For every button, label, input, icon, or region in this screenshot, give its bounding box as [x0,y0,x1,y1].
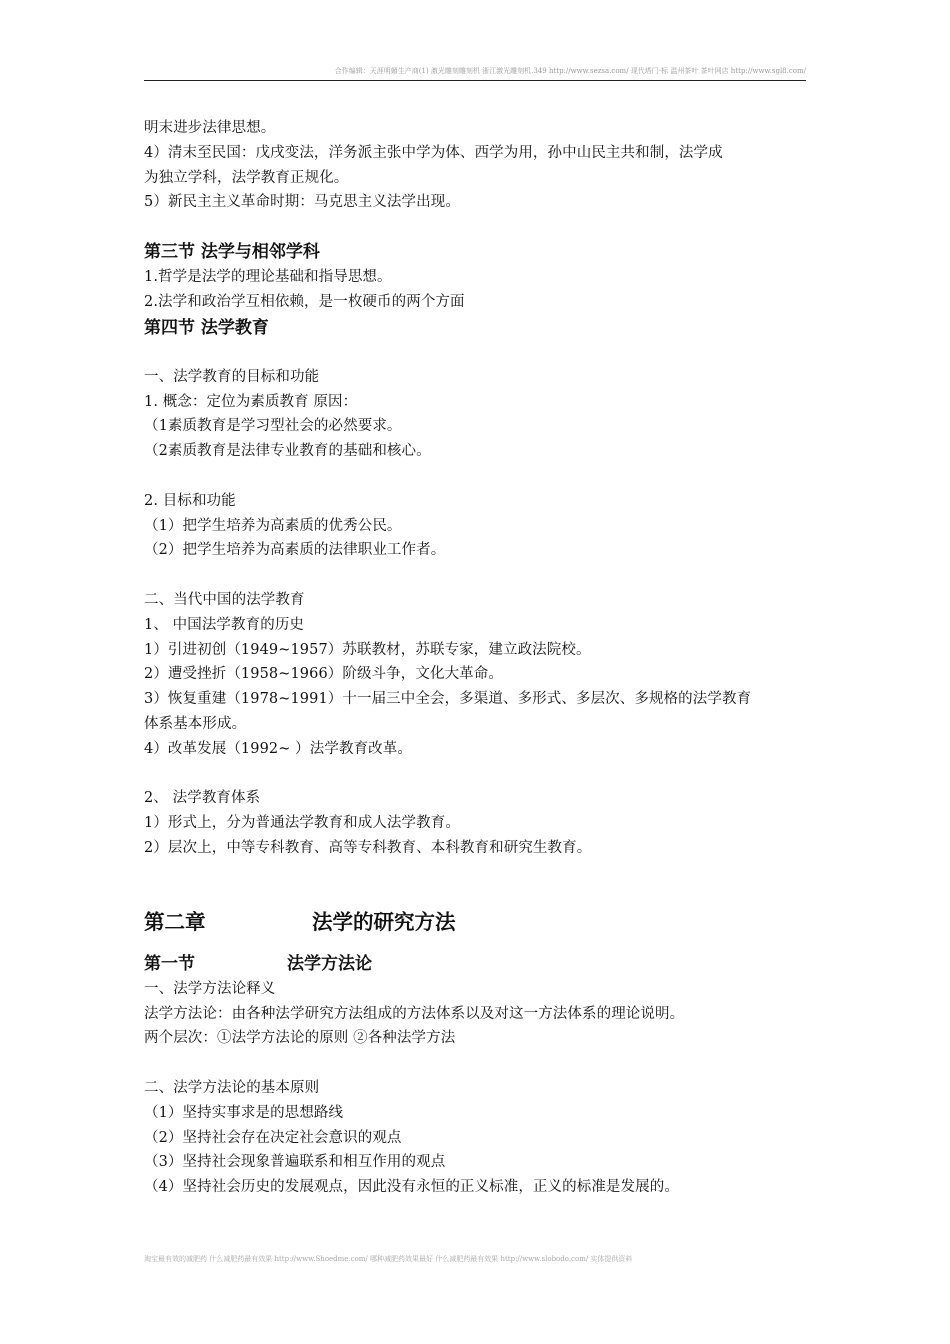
text-line: 2.法学和政治学互相依赖，是一枚硬币的两个方面 [144,293,465,310]
chapter-heading [144,907,810,937]
text-line: 两个层次：①法学方法论的原则 ②各种法学方法 [144,1030,456,1047]
text-line: 1、 中国法学教育的历史 [144,616,305,633]
text-line: （1素质教育是学习型社会的必然要求。 [144,418,402,435]
page-footer: 淘宝最有效的减肥药 什么减肥药最有效果 http://www.Shoedme.com/ 哪种减肥药效果最好 什么减肥药最有效果 http://www.slobodo.com/ 实体提供资料 [144,1255,633,1263]
text-line: 一、法学方法论释义 [144,980,276,997]
text-line: （3）坚持社会现象普遍联系和相互作用的观点 [144,1154,446,1171]
text-line: （2）坚持社会存在决定社会意识的观点 [144,1129,402,1146]
text-line: 二、法学方法论的基本原则 [144,1079,320,1096]
text-line: 2）层次上，中等专科教育、高等专科教育、本科教育和研究生教育。 [144,839,592,856]
text-line: （4）坚持社会历史的发展观点，因此没有永恒的正义标准，正义的标准是发展的。 [144,1179,679,1196]
text-line: 法学方法论：由各种法学研究方法组成的方法体系以及对这一方法体系的理论说明。 [144,1005,685,1022]
text-line: 1）形式上，分为普通法学教育和成人法学教育。 [144,815,460,832]
chapter-title: 法学的研究方法 [312,909,456,934]
section-heading: 第四节 法学教育 [144,317,269,338]
text-line: 2. 目标和功能 [144,492,236,509]
text-line: 2、 法学教育体系 [144,790,261,807]
section-heading: 第三节 法学与相邻学科 [144,242,320,263]
text-line: 1.哲学是法学的理论基础和指导思想。 [144,269,392,286]
text-line: （1）把学生培养为高素质的优秀公民。 [144,517,402,534]
text-line: 2）遭受挫折（1958~1966）阶级斗争，文化大革命。 [144,666,503,683]
text-line: （2素质教育是法律专业教育的基础和核心。 [144,443,431,460]
text-line: 1）引进初创（1949~1957）苏联教材，苏联专家，建立政法院校。 [144,641,591,658]
header-rule [144,80,806,81]
text-line: （1）坚持实事求是的思想路线 [144,1104,344,1121]
text-line: 4）清末至民国：戊戌变法，洋务派主张中学为体、西学为用，孙中山民主共和制，法学成 [144,144,723,161]
text-line: 明末进步法律思想。 [144,120,276,136]
text-line: 5）新民主主义革命时期：马克思主义法学出现。 [144,194,460,211]
text-line: 为独立学科，法学教育正规化。 [144,169,349,186]
text-line: 二、当代中国的法学教育 [144,591,305,608]
chapter-label: 第二章 [144,909,206,934]
text-line: （2）把学生培养为高素质的法律职业工作者。 [144,542,446,559]
document-body [144,116,810,1200]
text-line: 一、法学教育的目标和功能 [144,368,320,385]
text-line: 4）改革发展（1992~ ）法学教育改革。 [144,740,412,757]
section-label: 第一节 [144,953,195,974]
section-title: 法学方法论 [287,953,372,974]
text-line: 1. 概念：定位为素质教育 原因： [144,393,358,410]
page-header: 合作编辑：天涯明媚生产商(1) 激光雕刻雕刻机 浙江激光雕刻机.349 http://www.sezsa.com/ 现代塔门-标 温州茶叶 茶叶网店 http://www.sgl8.com/ [334,67,806,75]
text-line: 体系基本形成。 [144,715,247,732]
text-line: 3）恢复重建（1978~1991）十一届三中全会，多渠道、多形式、多层次、多规格的法学教育 [144,691,752,708]
section-heading [144,951,810,977]
